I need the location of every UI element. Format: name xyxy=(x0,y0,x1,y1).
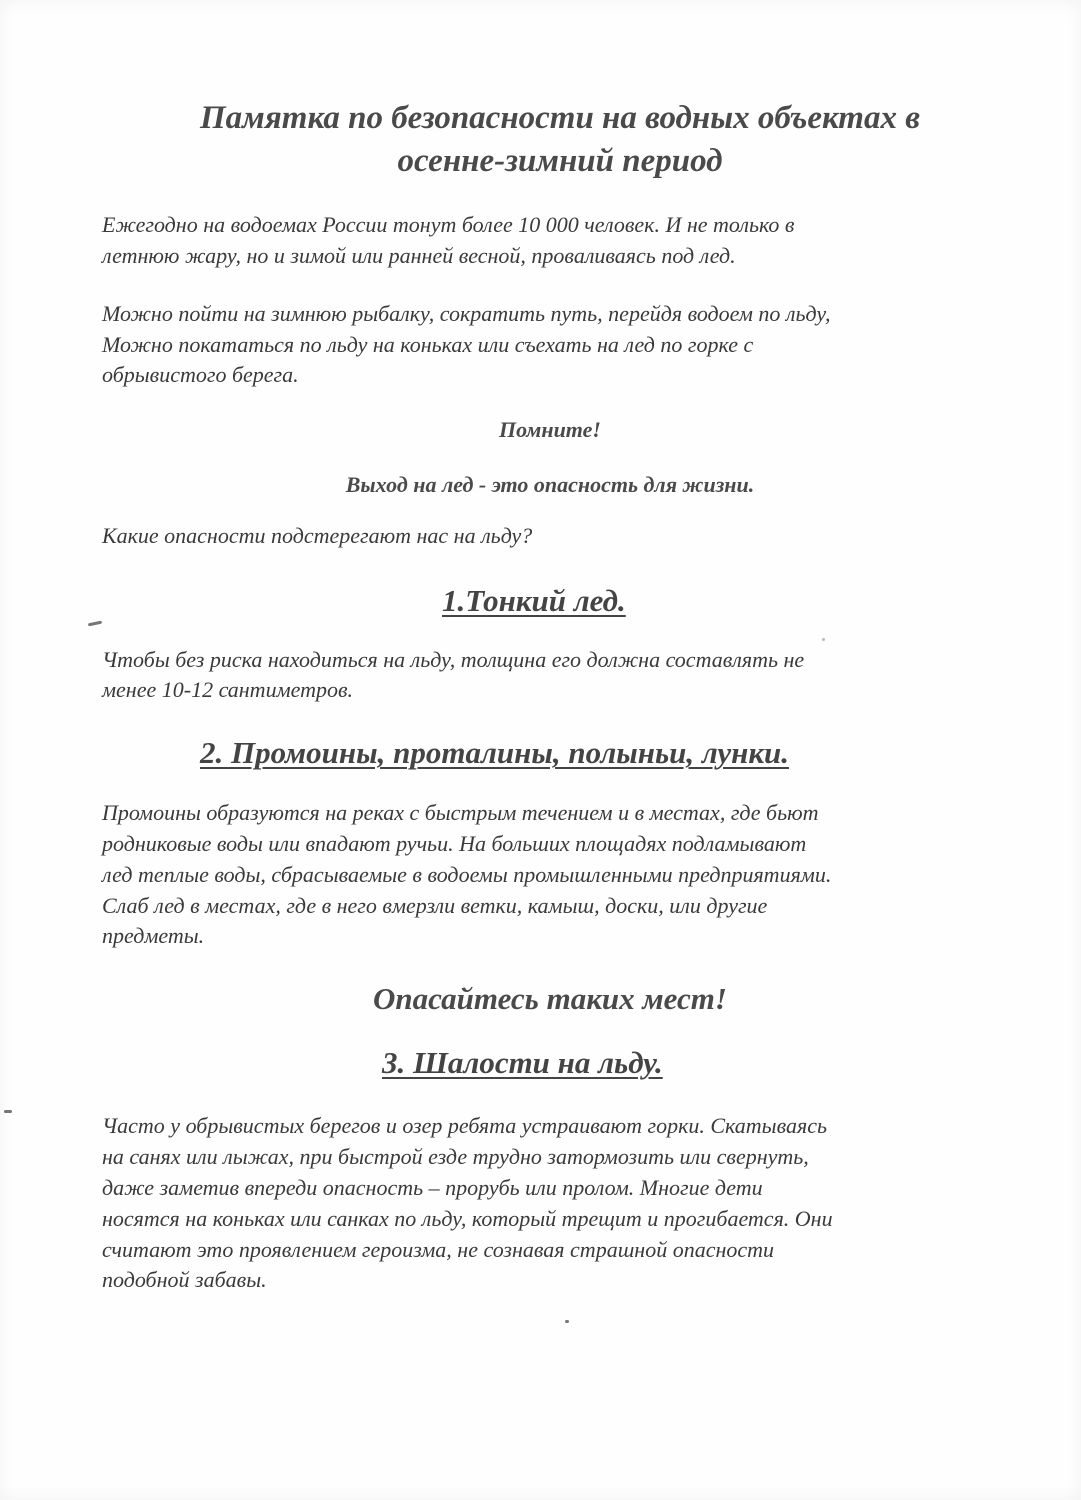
remember-line: Помните! xyxy=(499,417,601,442)
danger-statement: Выход на лед - это опасность для жизни. xyxy=(345,472,755,497)
section2-line-2: родниковые воды или впадают ручьи. На больших площадях подламывают xyxy=(102,831,807,856)
section1-line-1: Чтобы без риска находиться на льду, толщина его должна составлять не xyxy=(102,647,805,672)
intro-line-1: Ежегодно на водоемах России тонут более 10 000 человек. И не только в xyxy=(102,212,795,237)
scan-speck xyxy=(4,1110,12,1113)
section3-line-1: Часто у обрывистых берегов и озер ребята устраивают горки. Скатываясь xyxy=(102,1113,827,1138)
section3-line-6: подобной забавы. xyxy=(102,1267,267,1292)
paragraph2-line-1: Можно пойти на зимнюю рыбалку, сократить путь, перейдя водоем по льду, xyxy=(102,301,831,326)
warning-line: Опасайтесь таких мест! xyxy=(373,981,727,1016)
section3-line-3: даже заметив впереди опасность – прорубь или пролом. Многие дети xyxy=(102,1175,763,1200)
section2-line-4: Слаб лед в местах, где в него вмерзли ветки, камыш, доски, или другие xyxy=(102,893,768,918)
section2-line-5: предметы. xyxy=(102,923,205,948)
scan-speck xyxy=(822,638,825,641)
section1-heading: 1.Тонкий лед. xyxy=(442,583,626,618)
document-title-line-2: осенне-зимний период xyxy=(397,143,723,179)
section3-line-4: носятся на коньках или санках по льду, который трещит и прогибается. Они xyxy=(102,1206,833,1231)
intro-line-2: летнюю жару, но и зимой или ранней весной, проваливаясь под лед. xyxy=(102,243,736,268)
section2-heading: 2. Промоины, проталины, полыньи, лунки. xyxy=(200,735,790,770)
scan-speck xyxy=(88,621,102,627)
section3-line-2: на санях или лыжах, при быстрой езде трудно затормозить или свернуть, xyxy=(102,1144,809,1169)
section2-line-3: лед теплые воды, сбрасываемые в водоемы промышленными предприятиями. xyxy=(102,862,832,887)
section3-heading: 3. Шалости на льду. xyxy=(382,1045,663,1080)
paragraph2-line-3: обрывистого берега. xyxy=(102,362,299,387)
document-title-line-1: Памятка по безопасности на водных объектах в xyxy=(200,100,920,136)
section2-line-1: Промоины образуются на реках с быстрым течением и в местах, где бьют xyxy=(102,800,819,825)
section1-line-2: менее 10-12 сантиметров. xyxy=(102,677,354,702)
question-line: Какие опасности подстерегают нас на льду? xyxy=(102,523,533,548)
scan-speck xyxy=(565,1320,569,1323)
section3-line-5: считают это проявлением героизма, не сознавая страшной опасности xyxy=(102,1237,775,1262)
paragraph2-line-2: Можно покататься по льду на коньках или съехать на лед по горке с xyxy=(102,332,754,357)
